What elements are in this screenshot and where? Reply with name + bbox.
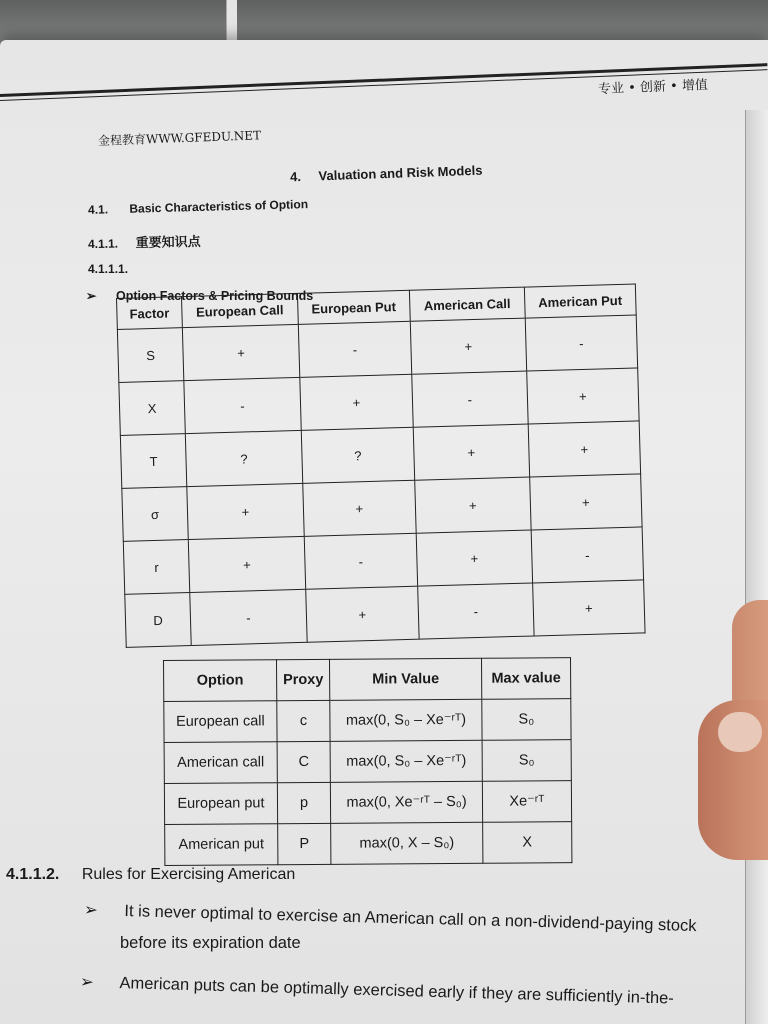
effect-cell: +	[182, 324, 299, 380]
effect-cell: +	[306, 586, 420, 642]
pricing-bounds-table	[163, 657, 572, 866]
header-slogan: 专业 • 创新 • 增值	[597, 77, 709, 98]
effect-cell: -	[184, 377, 301, 433]
table-row	[164, 699, 571, 743]
proxy-cell: p	[277, 782, 331, 823]
table-row	[164, 740, 571, 784]
effect-cell: +	[410, 318, 526, 374]
subsubsection-number: 4.1.1.1.	[88, 262, 129, 276]
proxy-cell: C	[277, 741, 331, 782]
rule-2-text: American puts can be optimally exercised early if they are sufficiently in-the-	[119, 974, 675, 1008]
effect-cell: +	[526, 368, 639, 424]
header-cell: European Put	[297, 290, 410, 324]
header-cell: American Put	[524, 284, 636, 318]
table-row	[164, 781, 571, 825]
rules-heading	[6, 866, 295, 884]
min-value-cell: max(0, S₀ – Xe⁻ʳᵀ)	[330, 740, 482, 782]
factor-cell: X	[119, 381, 185, 436]
bullet-arrow-icon: ➢	[79, 973, 95, 992]
effect-cell: -	[190, 589, 307, 645]
effect-cell: -	[412, 371, 528, 427]
max-value-cell: S₀	[482, 740, 571, 782]
factor-cell: D	[125, 593, 191, 648]
effect-cell: ?	[185, 430, 302, 486]
option-cell: American put	[165, 824, 278, 866]
rule-1-text: It is never optimal to exercise an American call on a non-dividend-paying stock	[124, 902, 697, 936]
header-cell: Proxy	[276, 659, 330, 700]
max-value-cell: X	[483, 822, 572, 864]
option-cell: European call	[164, 701, 277, 743]
effect-cell: +	[413, 424, 529, 480]
option-factors-table	[116, 283, 646, 647]
table-header-row	[164, 658, 571, 702]
effect-cell: +	[415, 477, 531, 533]
effect-cell: +	[529, 474, 642, 530]
effect-cell: +	[532, 580, 645, 636]
header-cell: Option	[164, 660, 277, 702]
rule-1-continuation: before its expiration date	[120, 934, 301, 952]
site-name: 金程教育WWW.GFEDU.NET	[97, 128, 262, 148]
effect-cell: +	[188, 536, 305, 592]
option-cell: American call	[164, 742, 277, 784]
max-value-cell: S₀	[482, 699, 571, 741]
factor-cell: r	[123, 540, 189, 595]
rules-number: 4.1.1.2.	[6, 866, 60, 883]
subsection-title: 重要知识点	[135, 233, 201, 251]
proxy-cell: c	[277, 700, 331, 741]
factor-cell: σ	[122, 487, 188, 542]
chapter-number: 4.	[289, 168, 302, 185]
effect-cell: -	[525, 315, 638, 371]
effect-cell: +	[303, 480, 417, 536]
proxy-cell: P	[278, 823, 332, 864]
min-value-cell: max(0, S₀ – Xe⁻ʳᵀ)	[330, 699, 482, 741]
header-cell: Min Value	[330, 658, 482, 700]
chapter-title: Valuation and Risk Models	[318, 162, 483, 184]
effect-cell: -	[531, 527, 644, 583]
subsection-heading	[88, 231, 201, 252]
effect-cell: ?	[301, 427, 415, 483]
bullet-arrow-icon: ➢	[83, 901, 99, 920]
max-value-cell: Xe⁻ʳᵀ	[482, 781, 571, 823]
table-row	[165, 822, 572, 866]
effect-cell: +	[528, 421, 641, 477]
header-cell: Max value	[481, 658, 570, 700]
min-value-cell: max(0, Xe⁻ʳᵀ – S₀)	[331, 781, 483, 823]
factor-cell: S	[117, 328, 183, 383]
effect-cell: +	[416, 530, 532, 586]
effect-cell: +	[300, 374, 414, 430]
header-cell: American Call	[409, 287, 525, 321]
factors-caption-text: Option Factors & Pricing Bounds	[115, 289, 314, 303]
effect-cell: +	[187, 483, 304, 539]
header-cell: Factor	[117, 297, 183, 330]
fingernail	[718, 712, 762, 752]
next-page-edge	[745, 110, 768, 1024]
section-number: 4.1.	[87, 202, 109, 217]
section-title: Basic Characteristics of Option	[129, 197, 309, 216]
effect-cell: -	[304, 533, 418, 589]
effect-cell: -	[298, 321, 412, 377]
rules-title: Rules for Exercising American	[81, 866, 296, 883]
bullet-arrow-icon: ➢	[86, 289, 97, 303]
factor-cell: T	[120, 434, 186, 489]
effect-cell: -	[418, 583, 534, 639]
option-cell: European put	[164, 783, 277, 825]
min-value-cell: max(0, X – S₀)	[331, 822, 483, 864]
header-cell: European Call	[181, 293, 298, 327]
subsection-number: 4.1.1.	[87, 236, 119, 252]
